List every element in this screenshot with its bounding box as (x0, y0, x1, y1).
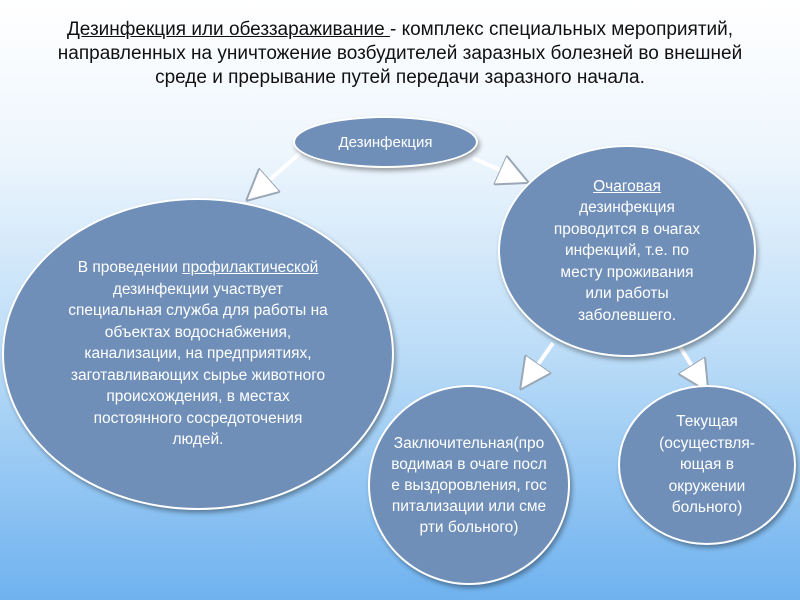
arrow-to-final (527, 343, 553, 380)
prophylactic-term: профилактической (182, 259, 319, 277)
node-disinfection (293, 116, 478, 168)
node-prophylactic-text (68, 257, 328, 451)
node-current-label: Текущая (осуществля-ющая в окружении больного) (659, 413, 755, 517)
node-current (618, 385, 796, 545)
node-disinfection-label: Дезинфекция (338, 133, 433, 151)
focal-text-end: дезинфекция проводится в очагах инфекций, т.е. по месту проживания или работы заболевшего. (553, 199, 701, 324)
arrow-to-current (680, 347, 702, 382)
node-final-label: Заключительная(проводимая в очаге после выздоровления, госпитализации или смерти больного) (391, 434, 547, 536)
node-prophylactic (2, 198, 394, 510)
prophylactic-text-start: В проведении (77, 259, 183, 277)
arrow-to-focal (473, 158, 518, 178)
arrow-to-prophylactic (255, 153, 300, 193)
title-definition: - комплекс специальных мероприятий, направленных на уничтожение возбудителей заразных болезней во внешней среде и прерывание путей передачи заразного начала. (57, 19, 743, 88)
node-final (368, 385, 570, 585)
focal-term: Очаговая (593, 177, 661, 195)
prophylactic-text-end: дезинфекции участвует специальная служба для работы на объектах водоснабжения, канализации, на предприятиях, заготавливающих сырье животного происхождения, в местах постоянного сосредоточения людей. (68, 280, 328, 449)
title-term: Дезинфекция или обеззараживание (66, 19, 390, 40)
node-focal-text (550, 176, 704, 327)
node-focal (498, 145, 756, 357)
